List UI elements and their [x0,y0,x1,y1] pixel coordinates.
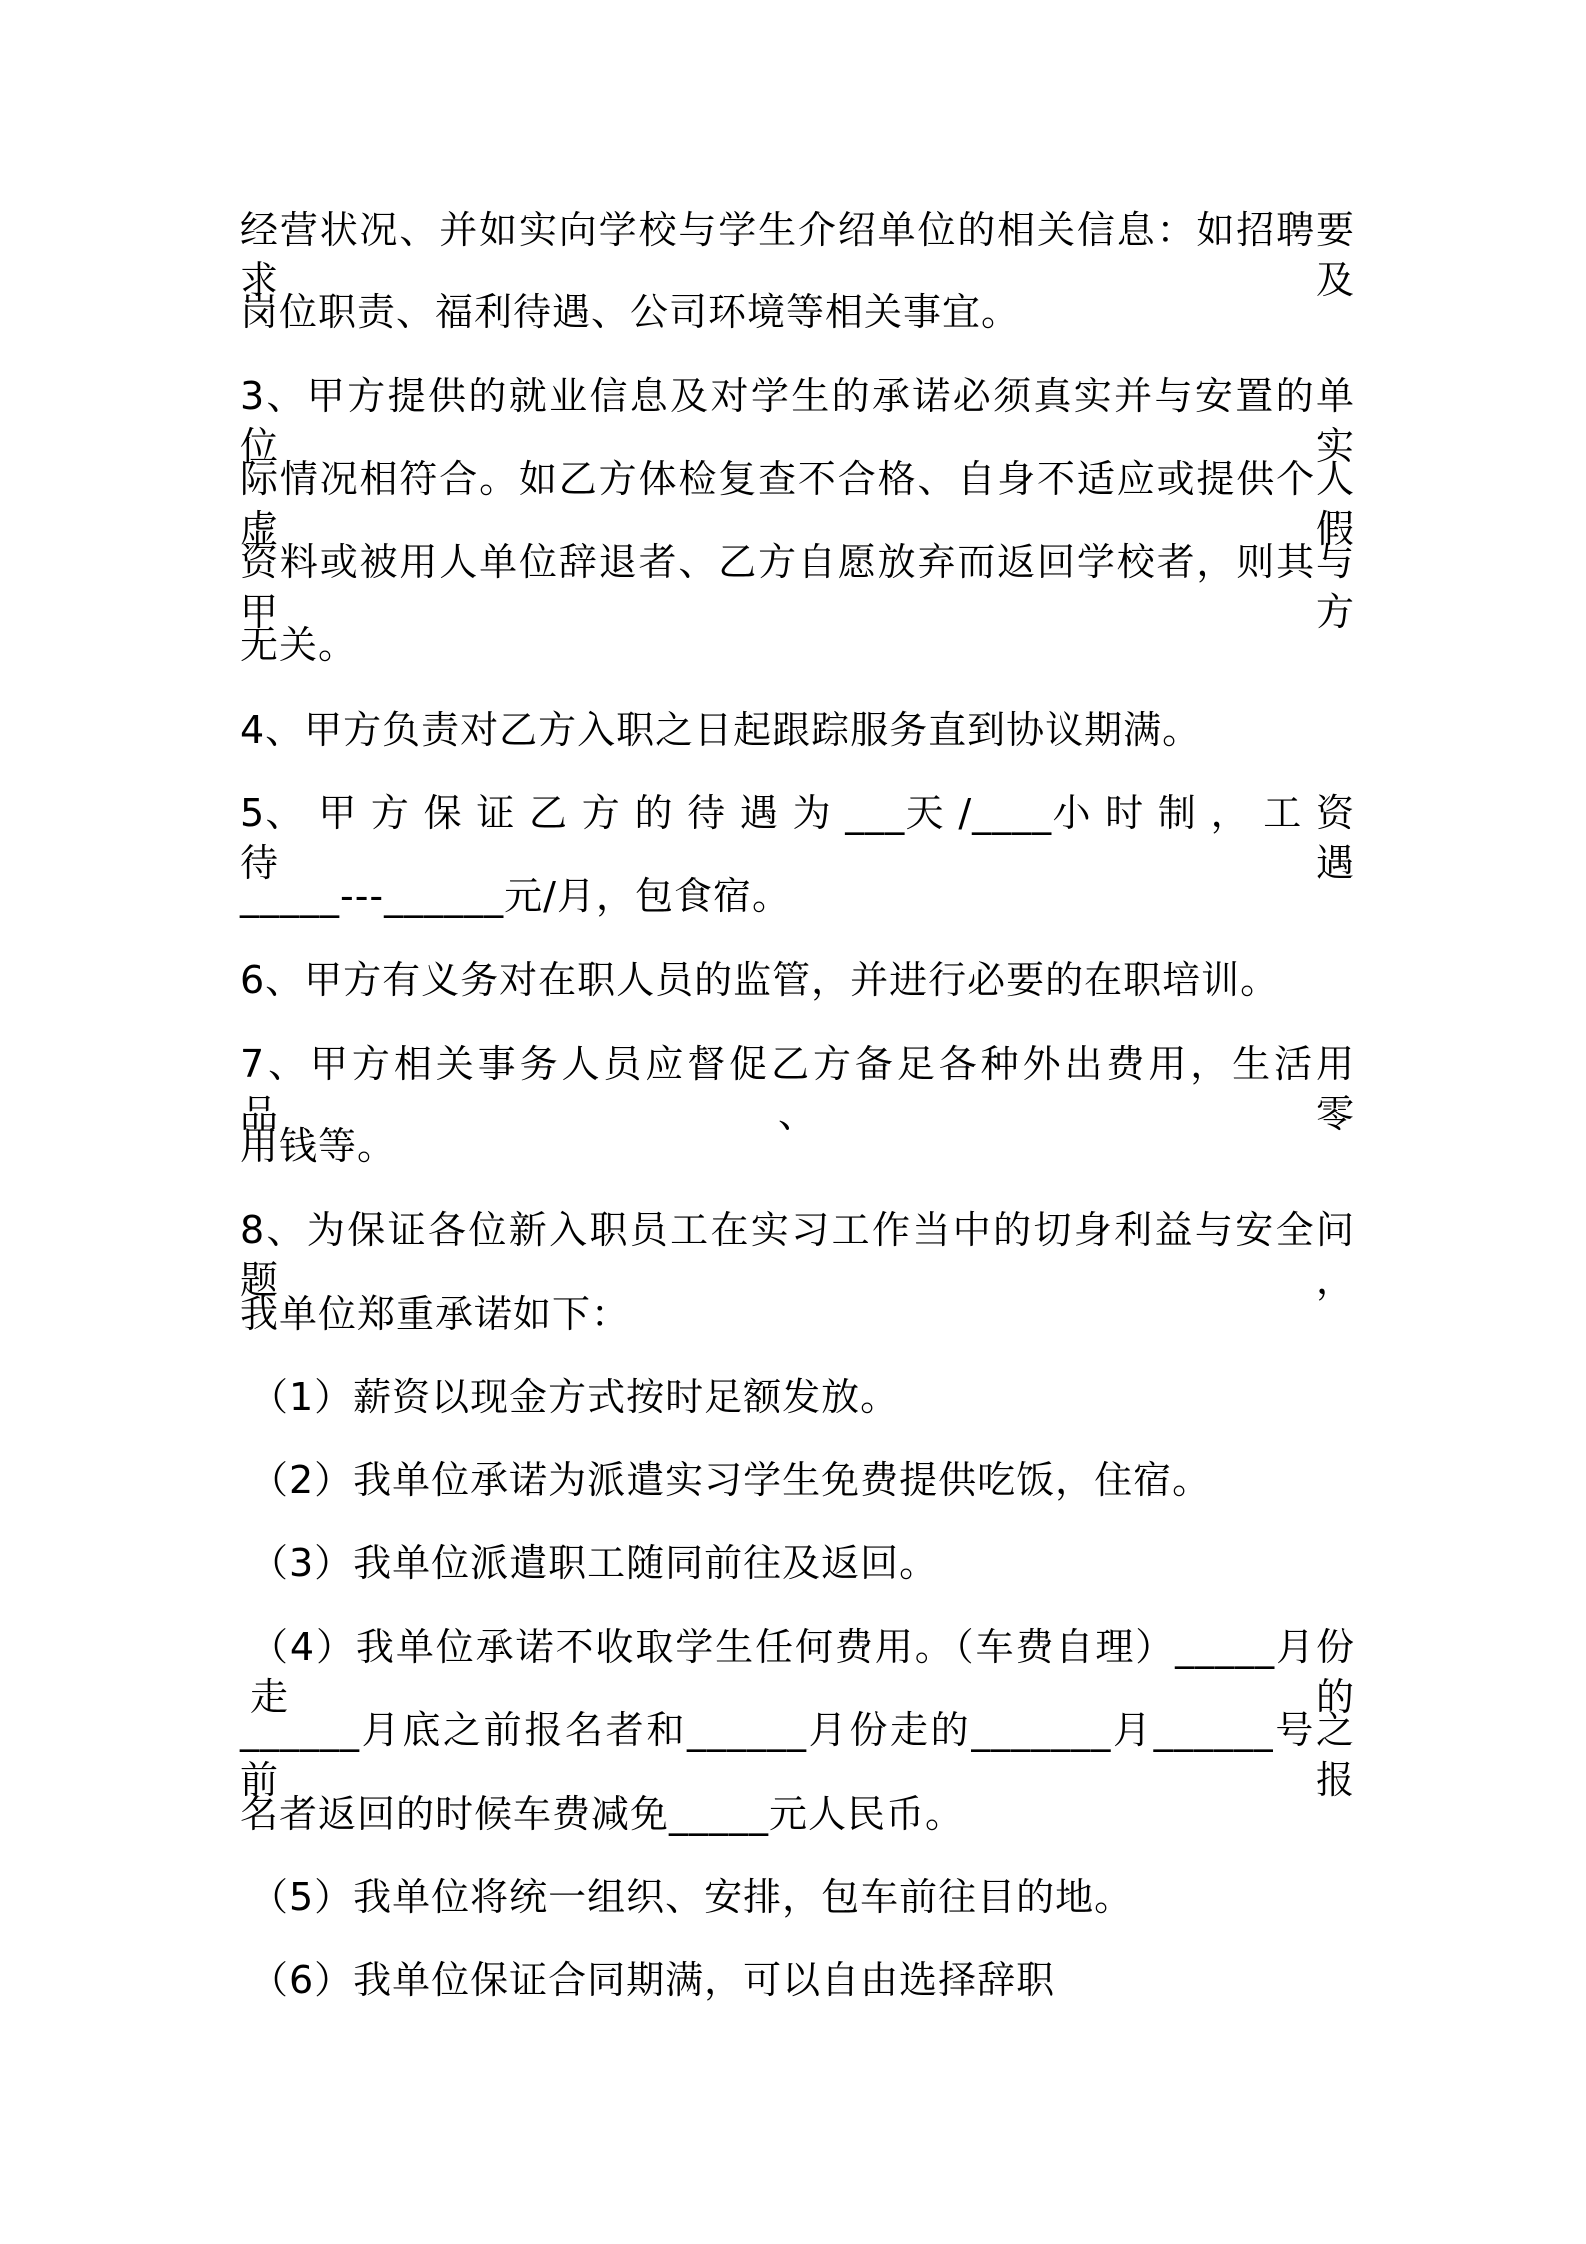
paragraph-line: 用钱等。 [240,1124,397,1168]
paragraph-line: 4、甲方负责对乙方入职之日起跟踪服务直到协议期满。 [240,708,1202,752]
list-item: （6）我单位保证合同期满，可以自由选择辞职 [250,1958,1056,2002]
list-item: （4）我单位承诺不收取学生任何费用。（车费自理）_____月份走的 [250,1625,1355,1719]
list-item: （3）我单位派遣职工随同前往及返回。 [250,1541,939,1585]
list-item: （5）我单位将统一组织、安排，包车前往目的地。 [250,1875,1134,1919]
paragraph-line: 经营状况、并如实向学校与学生介绍单位的相关信息：如招聘要求及 [240,208,1355,302]
paragraph-line: 名者返回的时候车费减免_____元人民币。 [240,1792,965,1836]
paragraph-line: 5、 甲 方 保 证 乙 方 的 待 遇 为 ___天 /____小 时 制 ， 工 资 待 遇 [240,791,1355,885]
paragraph-line: 资料或被用人单位辞退者、乙方自愿放弃而返回学校者，则其与甲方 [240,540,1355,634]
paragraph-line: 岗位职责、福利待遇、公司环境等相关事宜。 [240,290,1021,334]
paragraph-line: 3、甲方提供的就业信息及对学生的承诺必须真实并与安置的单位实 [240,374,1355,468]
list-item: （1）薪资以现金方式按时足额发放。 [250,1375,900,1419]
paragraph-line: 8、为保证各位新入职员工在实习工作当中的切身利益与安全问题， [240,1208,1355,1302]
paragraph-line: 际情况相符合。如乙方体检复查不合格、自身不适应或提供个人虚假 [240,457,1355,551]
paragraph-line: 我单位郑重承诺如下： [240,1292,631,1336]
paragraph-line: _____---______元/月，包食宿。 [240,874,791,918]
paragraph-line: ______月底之前报名者和______月份走的_______月______号之前报 [240,1708,1355,1802]
paragraph-line: 7、甲方相关事务人员应督促乙方备足各种外出费用，生活用品、零 [240,1042,1355,1136]
list-item: （2）我单位承诺为派遣实习学生免费提供吃饭，住宿。 [250,1458,1212,1502]
paragraph-line: 无关。 [240,623,358,667]
paragraph-line: 6、甲方有义务对在职人员的监管，并进行必要的在职培训。 [240,958,1280,1002]
